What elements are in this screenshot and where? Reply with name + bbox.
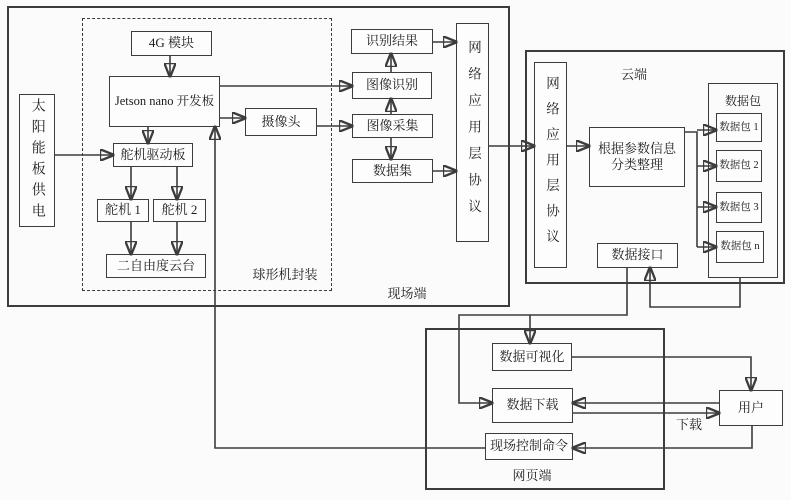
packet1-box: 数据包 1 (716, 113, 762, 142)
download-edge-label: 下载 (675, 417, 702, 432)
classify-line2: 分类整理 (610, 157, 663, 172)
data-interface-box: 数据接口 (597, 243, 678, 268)
visualization-box: 数据可视化 (492, 343, 572, 371)
packet3-box: 数据包 3 (716, 192, 762, 223)
packet2-box: 数据包 2 (716, 150, 762, 182)
dataset-box: 数据集 (352, 159, 433, 183)
classify-line1: 根据参数信息 (597, 140, 676, 156)
field-network-protocol-box: 网络应用层协议 (456, 23, 489, 242)
cloud-network-protocol-box: 网络应用层协议 (534, 62, 567, 268)
4g-module-box: 4G 模块 (131, 31, 212, 56)
camera-box: 摄像头 (245, 108, 317, 136)
classify-box (589, 127, 685, 187)
jetson-nano-box: Jetson nano 开发板 (109, 76, 220, 127)
control-command-box: 现场控制命令 (485, 433, 573, 460)
servo2-box: 舵机 2 (153, 199, 206, 222)
cloud-section-label: 云端 (620, 67, 647, 82)
field-section-label: 现场端 (387, 286, 427, 301)
sphere-enclosure-label: 球形机封装 (252, 267, 318, 282)
image-capture-box: 图像采集 (352, 114, 433, 138)
user-box: 用户 (719, 390, 783, 426)
servo-driver-box: 舵机驱动板 (113, 143, 193, 167)
recognition-result-box: 识别结果 (351, 29, 433, 54)
packet-n-box: 数据包 n (716, 231, 764, 263)
web-section-label: 网页端 (512, 468, 552, 483)
packets-group-label: 数据包 (724, 94, 761, 108)
image-recognition-box: 图像识别 (352, 72, 432, 99)
solar-power-box: 太阳能板供电 (19, 94, 55, 227)
download-box: 数据下载 (492, 388, 573, 423)
gimbal-box: 二自由度云台 (106, 254, 206, 278)
servo1-box: 舵机 1 (97, 199, 149, 222)
